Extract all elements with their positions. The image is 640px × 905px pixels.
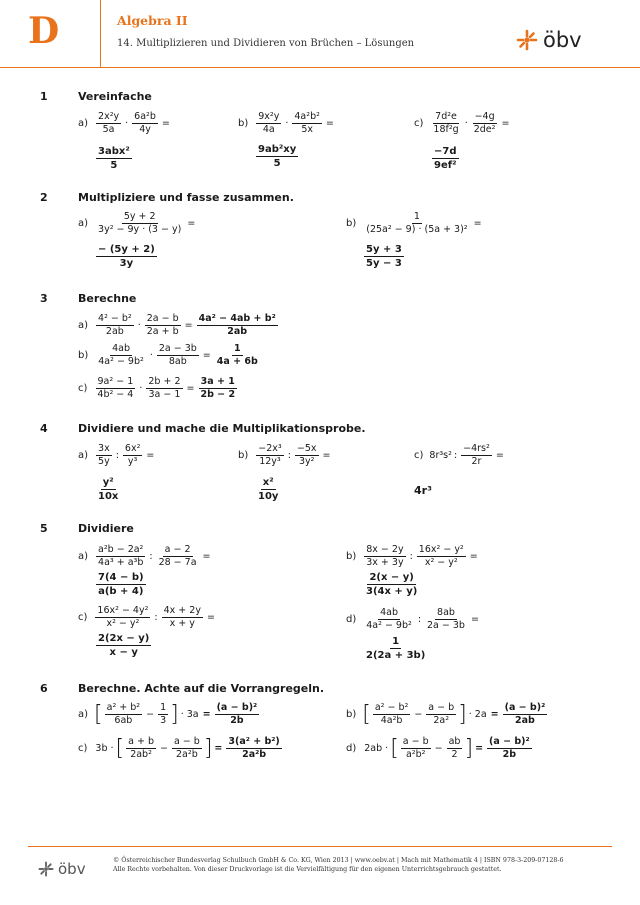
answer-3c: $\frac{3a + 1}{2b - 2}$: [200, 376, 236, 401]
footer-logo-text: öbv: [58, 860, 86, 878]
task-5b: b) $\frac{8x - 2y}{3x + 3y}$ : $\frac{\text{16x² − y²}}{\text{x² − y²}}$ =: [346, 544, 478, 569]
answer-1b: $\frac{\text{9ab²xy}}{5}$: [258, 144, 297, 169]
section-heading: Vereinfache: [78, 90, 152, 103]
section-heading: Berechne. Achte auf die Vorrangregeln.: [78, 682, 325, 695]
copyright-notice: [113, 856, 613, 874]
task-4b: b) $\frac{\text{−2x³}}{\text{12y³}}$ : $\frac{-5x}{\text{3y²}}$ =: [238, 443, 331, 468]
answer-5d: $\frac{1}{2(2a + 3b)}$: [366, 636, 426, 661]
section-number: 5: [40, 522, 48, 535]
answer-3a: $\frac{\text{4a² − 4ab + b²}}{2ab}$: [198, 313, 276, 338]
footer-divider: [28, 846, 612, 847]
answer-1c: $\frac{-7d}{\text{9ef²}}$: [434, 146, 457, 171]
answer-5b: $\frac{2(x - y)}{3(4x + y)}$: [366, 572, 418, 597]
header-divider-horizontal: [0, 67, 640, 68]
task-4c: c) 8r³s² : $\frac{\text{−4rs²}}{2r}$ =: [414, 443, 504, 468]
fraction: $\frac{\text{2x²y}}{5a}$: [98, 111, 120, 136]
section-heading: Multipliziere und fasse zusammen.: [78, 191, 294, 204]
page-header: [0, 0, 640, 68]
task-5c: c) $\frac{\text{16x² − 4y²}}{\text{x² − y²}}$ : $\frac{4x + 2y}{x + y}$ =: [78, 605, 215, 630]
logo-text: öbv: [543, 28, 582, 52]
page-title: Algebra II: [117, 13, 188, 28]
answer-4a: $\frac{\text{y²}}{10x}$: [98, 477, 119, 502]
obv-star-icon: [38, 861, 54, 877]
task-3c: c) $\frac{\text{9a² − 1}}{\text{4b² − 4}}$ · $\frac{2b + 2}{3a - 1}$ = $\frac{3a + 1}{2b - 2}$: [78, 376, 236, 401]
fraction: $\frac{\text{6a²b}}{4y}$: [134, 111, 156, 136]
section-number: 6: [40, 682, 48, 695]
answer-2a: $\frac{- (5y + 2)}{3y}$: [98, 244, 155, 269]
obv-star-icon: [516, 29, 538, 51]
answer-3b: $\frac{1}{4a + 6b}$: [216, 343, 258, 368]
header-divider-vertical: [100, 0, 101, 68]
task-6d: d) 2ab · [ $\frac{a - b}{\text{a²b²}}$ − $\frac{ab}{2}$ ] = $\frac{\text{(a − b)²}}{2b}$: [346, 735, 530, 761]
answer-6d: $\frac{\text{(a − b)²}}{2b}$: [489, 736, 530, 761]
page-subtitle: 14. Multiplizieren und Dividieren von Brüchen – Lösungen: [117, 38, 415, 49]
task-1c: c) $\frac{\text{7d²e}}{\text{18f²g}}$ · $\frac{-4g}{\text{2de²}}$ =: [414, 111, 510, 136]
task-6a: a) [ $\frac{\text{a² + b²}}{6ab}$ − $\frac{1}{3}$ ] · 3a = $\frac{\text{(a − b)²}}{2b}$: [78, 701, 258, 727]
answer-5a: $\frac{7(4 - b)}{a(b + 4)}$: [98, 572, 144, 597]
task-3b: b) $\frac{4ab}{\text{4a² − 9b²}}$ · $\frac{2a - 3b}{8ab}$ = $\frac{1}{4a + 6b}$: [78, 343, 258, 368]
task-6c: c) 3b · [ $\frac{a + b}{\text{2ab²}}$ − $\frac{a - b}{\text{2a²b}}$ ] = $\frac{\text{3(a² + b²)}}{\text{2a²b}}$: [78, 735, 280, 761]
section-heading: Dividiere und mache die Multiplikationsprobe.: [78, 422, 366, 435]
chapter-letter: D: [28, 10, 60, 52]
answer-4b: $\frac{\text{x²}}{10y}$: [258, 477, 279, 502]
answer-6b: $\frac{\text{(a − b)²}}{2ab}$: [504, 702, 546, 727]
section-number: 1: [40, 90, 48, 103]
section-number: 4: [40, 422, 48, 435]
task-1a: a) $\frac{\text{2x²y}}{5a}$ · $\frac{\text{6a²b}}{4y}$ =: [78, 111, 170, 136]
task-5d: d) $\frac{4ab}{\text{4a² − 9b²}}$ : $\frac{8ab}{2a - 3b}$ =: [346, 607, 479, 632]
answer-6c: $\frac{\text{3(a² + b²)}}{\text{2a²b}}$: [228, 736, 280, 761]
task-1b: b) $\frac{\text{9x²y}}{4a}$ · $\frac{\text{4a²b²}}{5x}$ =: [238, 111, 334, 136]
task-5a: a) $\frac{\text{a²b − 2a²}}{\text{4a³ + a³b}}$ : $\frac{a - 2}{28 - 7a}$ =: [78, 544, 211, 569]
answer-4c: 4r³: [414, 484, 432, 497]
answer-1a: $\frac{\text{3abx²}}{5}$: [98, 146, 130, 171]
task-3a: a) $\frac{\text{4² − b²}}{2ab}$ · $\frac{2a - b}{2a + b}$ = $\frac{\text{4a² − 4ab + b²}}{2ab}$: [78, 313, 276, 338]
publisher-logo: [516, 28, 582, 52]
copyright-line-1: © Österreichischer Bundesverlag Schulbuch GmbH & Co. KG, Wien 2013 | www.oebv.at | Mach mit Mathematik 4 | ISBN 978-3-209-07128-6: [113, 857, 564, 864]
task-2a: a) $\frac{5y + 2}{\text{3y² − 9y · (3 − y)}}$ =: [78, 211, 196, 236]
section-number: 3: [40, 292, 48, 305]
footer-logo: [38, 860, 86, 878]
task-4a: a) $\frac{3x}{5y}$ : $\frac{\text{6x²}}{\text{y³}}$ =: [78, 443, 155, 468]
task-2b: b) $\frac{1}{\text{(25a² − 9) · (5a + 3)²}}$ =: [346, 211, 482, 236]
section-heading: Dividiere: [78, 522, 134, 535]
section-number: 2: [40, 191, 48, 204]
task-6b: b) [ $\frac{\text{a² − b²}}{\text{4a²b}}$ − $\frac{a - b}{\text{2a²}}$ ] · 2a = $\frac{\text{(a − b)²}}{2ab}$: [346, 701, 546, 727]
answer-5c: $\frac{2(2x - y)}{x - y}$: [98, 633, 150, 658]
answer-6a: $\frac{\text{(a − b)²}}{2b}$: [216, 702, 258, 727]
answer-2b: $\frac{5y + 3}{5y - 3}$: [366, 244, 402, 269]
section-heading: Berechne: [78, 292, 137, 305]
copyright-line-2: Alle Rechte vorbehalten. Von dieser Druckvorlage ist die Vervielfältigung für den eigenen Unterrichtsgebrauch gestattet.: [113, 866, 502, 874]
